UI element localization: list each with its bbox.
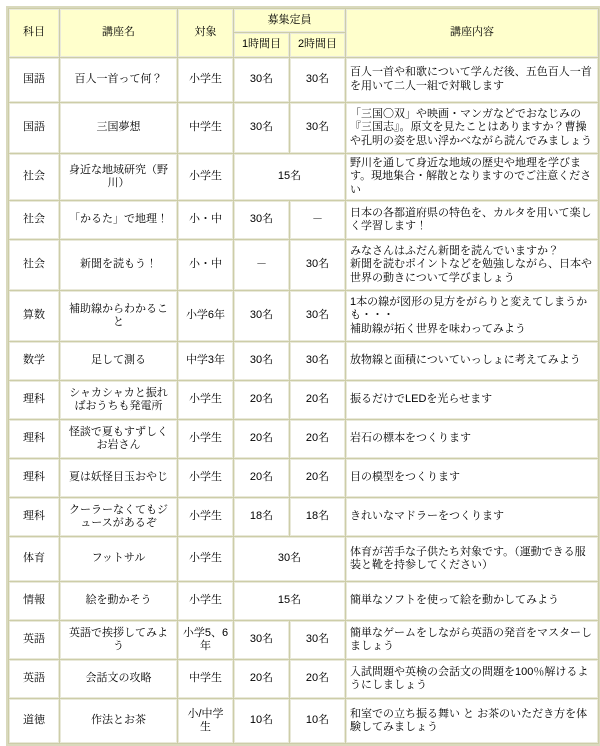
- cell-subject: 情報: [9, 582, 59, 620]
- cell-capacity-period1: 10名: [234, 699, 289, 743]
- cell-capacity-period1: 20名: [234, 660, 289, 698]
- cell-capacity-period1: 30名: [234, 621, 289, 659]
- cell-target: 小学生: [178, 58, 233, 102]
- cell-course-title: 足して測る: [60, 342, 177, 380]
- cell-description: 放物線と面積についていっしょに考えてみよう: [346, 342, 598, 380]
- cell-capacity-merged: 30名: [234, 537, 345, 581]
- cell-capacity-period2: 30名: [290, 621, 345, 659]
- cell-description: きれいなマドラーをつくります: [346, 498, 598, 536]
- cell-capacity-period1: 30名: [234, 291, 289, 341]
- cell-course-title: 補助線からわかること: [60, 291, 177, 341]
- cell-course-title: 百人一首って何？: [60, 58, 177, 102]
- cell-subject: 数学: [9, 342, 59, 380]
- cell-capacity-period1: 30名: [234, 103, 289, 153]
- column-header-target: 対象: [178, 9, 233, 57]
- cell-description: 百人一首や和歌について学んだ後、五色百人一首を用いて二人一組で対戦します: [346, 58, 598, 102]
- cell-target: 小学生: [178, 420, 233, 458]
- cell-capacity-period2: 30名: [290, 103, 345, 153]
- cell-subject: 理科: [9, 459, 59, 497]
- cell-course-title: 三国夢想: [60, 103, 177, 153]
- cell-subject: 国語: [9, 58, 59, 102]
- table-row: [9, 498, 598, 536]
- cell-description: 振るだけでLEDを光らせます: [346, 381, 598, 419]
- cell-capacity-period2: 30名: [290, 342, 345, 380]
- cell-subject: 英語: [9, 621, 59, 659]
- table-row: [9, 381, 598, 419]
- cell-subject: 社会: [9, 201, 59, 239]
- cell-target: 小学生: [178, 459, 233, 497]
- table-row: [9, 342, 598, 380]
- cell-target: 小/中学生: [178, 699, 233, 743]
- cell-target: 小学生: [178, 498, 233, 536]
- cell-subject: 体育: [9, 537, 59, 581]
- cell-description: 和室での立ち振る舞い と お茶のいただき方を体験してみましょう: [346, 699, 598, 743]
- cell-target: 小学生: [178, 381, 233, 419]
- column-header-description: 講座内容: [346, 9, 598, 57]
- cell-description: 野川を通して身近な地域の歴史や地理を学びます。現地集合・解散となりますのでご注意ください: [346, 154, 598, 200]
- cell-capacity-period1: 30名: [234, 342, 289, 380]
- column-header-subject: 科目: [9, 9, 59, 57]
- table-row: [9, 660, 598, 698]
- cell-target: 小学生: [178, 154, 233, 200]
- cell-capacity-period1: 20名: [234, 420, 289, 458]
- cell-capacity-period1: 20名: [234, 381, 289, 419]
- cell-subject: 理科: [9, 381, 59, 419]
- cell-target: 小・中: [178, 240, 233, 290]
- column-header-title: 講座名: [60, 9, 177, 57]
- table-row: [9, 582, 598, 620]
- cell-description: 体育が苦手な子供たち対象です。（運動できる服装と靴を持参してください）: [346, 537, 598, 581]
- cell-course-title: 新聞を読もう！: [60, 240, 177, 290]
- cell-description: 1本の線が図形の見方をがらりと変えてしまうかも・・・ 補助線が拓く世界を味わってみよう: [346, 291, 598, 341]
- cell-course-title: 会話文の攻略: [60, 660, 177, 698]
- cell-target: 小学生: [178, 537, 233, 581]
- cell-capacity-period2: 20名: [290, 381, 345, 419]
- table-header: [9, 9, 598, 57]
- cell-description: 簡単なソフトを使って絵を動かしてみよう: [346, 582, 598, 620]
- table-row: [9, 154, 598, 200]
- cell-capacity-period2: 10名: [290, 699, 345, 743]
- cell-description: 簡単なゲームをしながら英語の発音をマスターしましょう: [346, 621, 598, 659]
- cell-subject: 理科: [9, 420, 59, 458]
- cell-course-title: 身近な地域研究（野川）: [60, 154, 177, 200]
- cell-course-title: 「かるた」で地理！: [60, 201, 177, 239]
- cell-target: 小学6年: [178, 291, 233, 341]
- cell-target: 小学生: [178, 582, 233, 620]
- cell-capacity-period2: 20名: [290, 459, 345, 497]
- cell-course-title: クーラーなくてもジュースがあるぞ: [60, 498, 177, 536]
- cell-target: 小学5、6年: [178, 621, 233, 659]
- cell-capacity-period1: 30名: [234, 201, 289, 239]
- cell-course-title: 英語で挨拶してみよう: [60, 621, 177, 659]
- cell-description: 入試問題や英検の会話文の問題を100％解けるようにしましょう: [346, 660, 598, 698]
- cell-description: 「三国〇双」や映画・マンガなどでおなじみの『三国志』。原文を見たことはありますか？曹操や孔明の姿を思い浮かべながら読んでみましょう: [346, 103, 598, 153]
- cell-capacity-merged: 15名: [234, 582, 345, 620]
- cell-subject: 道徳: [9, 699, 59, 743]
- cell-course-title: 怪談で夏もすずしくお岩さん: [60, 420, 177, 458]
- column-header-capacity-group: 募集定員: [234, 9, 345, 32]
- column-header-period2: 2時間目: [290, 33, 345, 56]
- header-row-primary: [9, 9, 598, 32]
- table-row: [9, 103, 598, 153]
- table-row: [9, 699, 598, 743]
- cell-capacity-merged: 15名: [234, 154, 345, 200]
- cell-target: 中学生: [178, 103, 233, 153]
- cell-description: みなさんはふだん新聞を読んでいますか？ 新聞を読むポイントなどを勉強しながら、日本や世界の動きについて学びましょう: [346, 240, 598, 290]
- table-body: [9, 58, 598, 743]
- cell-capacity-period2: 18名: [290, 498, 345, 536]
- cell-course-title: シャカシャカと振ればおうちも発電所: [60, 381, 177, 419]
- table-row: [9, 459, 598, 497]
- cell-capacity-period1: 30名: [234, 58, 289, 102]
- cell-description: 岩石の標本をつくります: [346, 420, 598, 458]
- cell-description: 目の模型をつくります: [346, 459, 598, 497]
- table-row: [9, 58, 598, 102]
- cell-capacity-period1: 18名: [234, 498, 289, 536]
- cell-capacity-period2: 30名: [290, 240, 345, 290]
- cell-capacity-period2: －: [290, 201, 345, 239]
- cell-target: 小・中: [178, 201, 233, 239]
- cell-course-title: 絵を動かそう: [60, 582, 177, 620]
- table-row: [9, 201, 598, 239]
- table-row: [9, 537, 598, 581]
- cell-capacity-period2: 30名: [290, 58, 345, 102]
- cell-subject: 英語: [9, 660, 59, 698]
- cell-subject: 国語: [9, 103, 59, 153]
- cell-target: 中学生: [178, 660, 233, 698]
- cell-course-title: 夏は妖怪目玉おやじ: [60, 459, 177, 497]
- table-row: [9, 420, 598, 458]
- column-header-period1: 1時間目: [234, 33, 289, 56]
- cell-subject: 社会: [9, 154, 59, 200]
- table-row: [9, 291, 598, 341]
- cell-subject: 理科: [9, 498, 59, 536]
- cell-capacity-period2: 20名: [290, 420, 345, 458]
- course-list-table: [6, 6, 600, 746]
- cell-capacity-period2: 20名: [290, 660, 345, 698]
- cell-capacity-period2: 30名: [290, 291, 345, 341]
- table-row: [9, 240, 598, 290]
- cell-capacity-period1: 20名: [234, 459, 289, 497]
- cell-capacity-period1: －: [234, 240, 289, 290]
- cell-course-title: 作法とお茶: [60, 699, 177, 743]
- cell-course-title: フットサル: [60, 537, 177, 581]
- cell-target: 中学3年: [178, 342, 233, 380]
- cell-description: 日本の各都道府県の特色を、カルタを用いて楽しく学習します！: [346, 201, 598, 239]
- cell-subject: 算数: [9, 291, 59, 341]
- cell-subject: 社会: [9, 240, 59, 290]
- table-row: [9, 621, 598, 659]
